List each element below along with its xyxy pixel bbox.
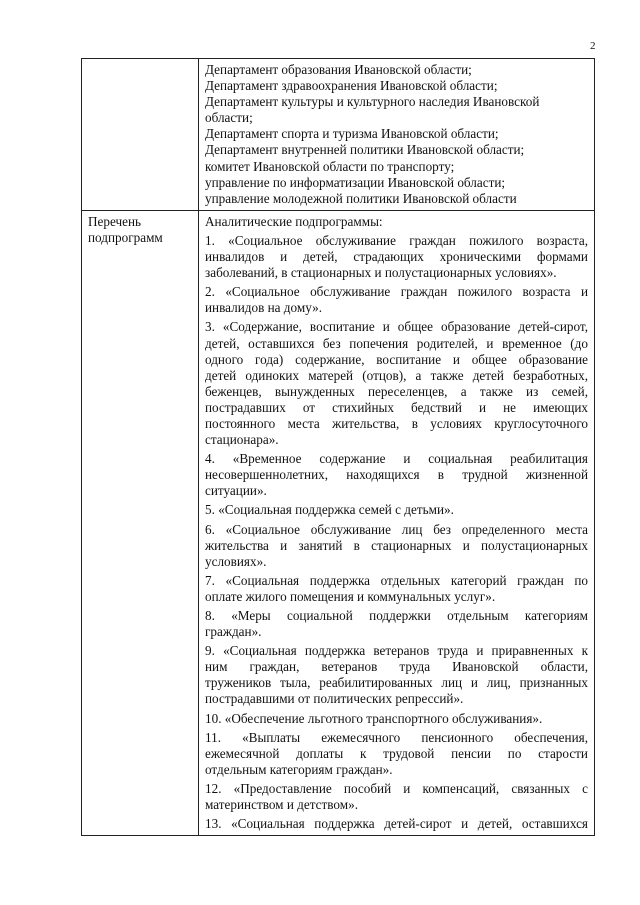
subprogram-item bbox=[205, 816, 588, 832]
subprogram-line: жительства и занятий в стационарных и полустационарных bbox=[205, 537, 588, 553]
executors-cell bbox=[199, 59, 595, 211]
subprogram-item bbox=[205, 781, 588, 813]
subprogram-item bbox=[205, 608, 588, 640]
subprogram-line: пострадавших от стихийных бедствий и не имеющих bbox=[205, 399, 588, 415]
subprogram-line: ним граждан, ветеранов труда Ивановской области, bbox=[205, 659, 588, 675]
executor-line: Департамент образования Ивановской области; bbox=[205, 62, 472, 77]
subprogram-line: 9. «Социальная поддержка ветеранов труда и приравненных к bbox=[205, 643, 588, 659]
subprogram-line: 13. «Социальная поддержка детей-сирот и детей, оставшихся bbox=[205, 816, 588, 832]
subprogram-item bbox=[205, 711, 588, 727]
subprogram-item bbox=[205, 502, 588, 518]
subprograms-cell bbox=[199, 210, 595, 835]
subprogram-line: пострадавшими от политических репрессий». bbox=[205, 691, 464, 707]
subprogram-line: постоянного места жительства, в условиях круглосуточного bbox=[205, 415, 588, 431]
label-line: Перечень bbox=[88, 213, 142, 229]
subprogram-line: 2. «Социальное обслуживание граждан пожилого возраста и bbox=[205, 284, 588, 300]
table-row-executors bbox=[82, 59, 595, 211]
label-line: подпрограмм bbox=[88, 229, 163, 245]
executor-line: Департамент культуры и культурного наследия Ивановской bbox=[205, 94, 540, 110]
row-label-cell bbox=[82, 210, 199, 835]
subprogram-line: 12. «Предоставление пособий и компенсаций, связанных с bbox=[205, 780, 588, 796]
executor-line: комитет Ивановской области по транспорту; bbox=[205, 158, 455, 174]
subprogram-line: граждан». bbox=[205, 624, 262, 640]
subprogram-line: инвалидов и детей, страдающих хроническими формами bbox=[205, 249, 588, 265]
subprogram-item bbox=[205, 573, 588, 605]
subprogram-line: 10. «Обеспечение льготного транспортного обслуживания». bbox=[205, 710, 543, 726]
row-label bbox=[82, 59, 198, 62]
page-number: 2 bbox=[590, 40, 596, 52]
subprogram-item bbox=[205, 319, 588, 448]
executor-line: Департамент внутренней политики Ивановской области; bbox=[205, 142, 525, 158]
subprogram-line: детей одиноких матерей (отцов), а также детей безработных, bbox=[205, 367, 588, 383]
subprogram-line: материнством и детством». bbox=[205, 797, 359, 813]
executor-line: области; bbox=[205, 110, 253, 126]
subprograms-label bbox=[82, 211, 198, 246]
executor-line: управление молодежной политики Ивановской области bbox=[205, 190, 517, 206]
subprogram-line: ежемесячной доплаты к трудовой пенсии по старости bbox=[205, 745, 588, 761]
subprogram-line: стационара». bbox=[205, 432, 279, 448]
subprogram-line: оплате жилого помещения и коммунальных услуг». bbox=[205, 588, 496, 604]
subprogram-item bbox=[205, 522, 588, 570]
program-passport-table bbox=[81, 58, 595, 836]
table-row-subprograms bbox=[82, 210, 595, 835]
subprogram-line: детей, оставшихся без попечения родителей, и временное (до bbox=[205, 335, 588, 351]
subprogram-line: несовершеннолетних, находящихся в трудной жизненной bbox=[205, 467, 588, 483]
subprogram-line: отдельным категориям граждан». bbox=[205, 761, 393, 777]
subprogram-line: условиях». bbox=[205, 553, 267, 569]
subprograms-heading: Аналитические подпрограммы: bbox=[205, 213, 383, 229]
subprogram-line: 8. «Меры социальной поддержки отдельным категориям bbox=[205, 608, 588, 623]
subprogram-line: тружеников тыла, реабилитированных лиц и лиц, признанных bbox=[205, 675, 588, 691]
executors-list bbox=[199, 59, 594, 210]
subprogram-item bbox=[205, 643, 588, 707]
subprogram-line: инвалидов на дому». bbox=[205, 300, 323, 316]
executor-line: Департамент спорта и туризма Ивановской области; bbox=[205, 126, 499, 142]
subprogram-line: беженцев, вынужденных переселенцев, а также из семей, bbox=[205, 383, 588, 399]
subprogram-item bbox=[205, 451, 588, 499]
subprogram-line: 4. «Временное содержание и социальная реабилитация bbox=[205, 451, 588, 467]
subprogram-line: ситуации». bbox=[205, 483, 267, 499]
subprogram-line: 7. «Социальная поддержка отдельных категорий граждан по bbox=[205, 572, 588, 588]
subprogram-line: заболеваний, в стационарных и полустационарных условиях». bbox=[205, 265, 557, 281]
subprogram-line: 1. «Социальное обслуживание граждан пожилого возраста, bbox=[205, 232, 588, 248]
subprogram-line: 11. «Выплаты ежемесячного пенсионного обеспечения, bbox=[205, 729, 588, 745]
subprogram-item bbox=[205, 730, 588, 778]
subprogram-item bbox=[205, 233, 588, 281]
subprogram-line: 5. «Социальная поддержка семей с детьми». bbox=[205, 502, 454, 518]
subprograms-list bbox=[199, 211, 594, 832]
executor-line: управление по информатизации Ивановской области; bbox=[205, 174, 506, 190]
subprogram-line: 6. «Социальное обслуживание лиц без определенного места bbox=[205, 521, 588, 537]
subprogram-line: одного года) содержание, воспитание и общее образование bbox=[205, 351, 588, 367]
executor-line: Департамент здравоохранения Ивановской области; bbox=[205, 78, 498, 94]
subprogram-item bbox=[205, 284, 588, 316]
row-label-cell bbox=[82, 59, 199, 211]
subprogram-line: 3. «Содержание, воспитание и общее образование детей-сирот, bbox=[205, 319, 588, 335]
